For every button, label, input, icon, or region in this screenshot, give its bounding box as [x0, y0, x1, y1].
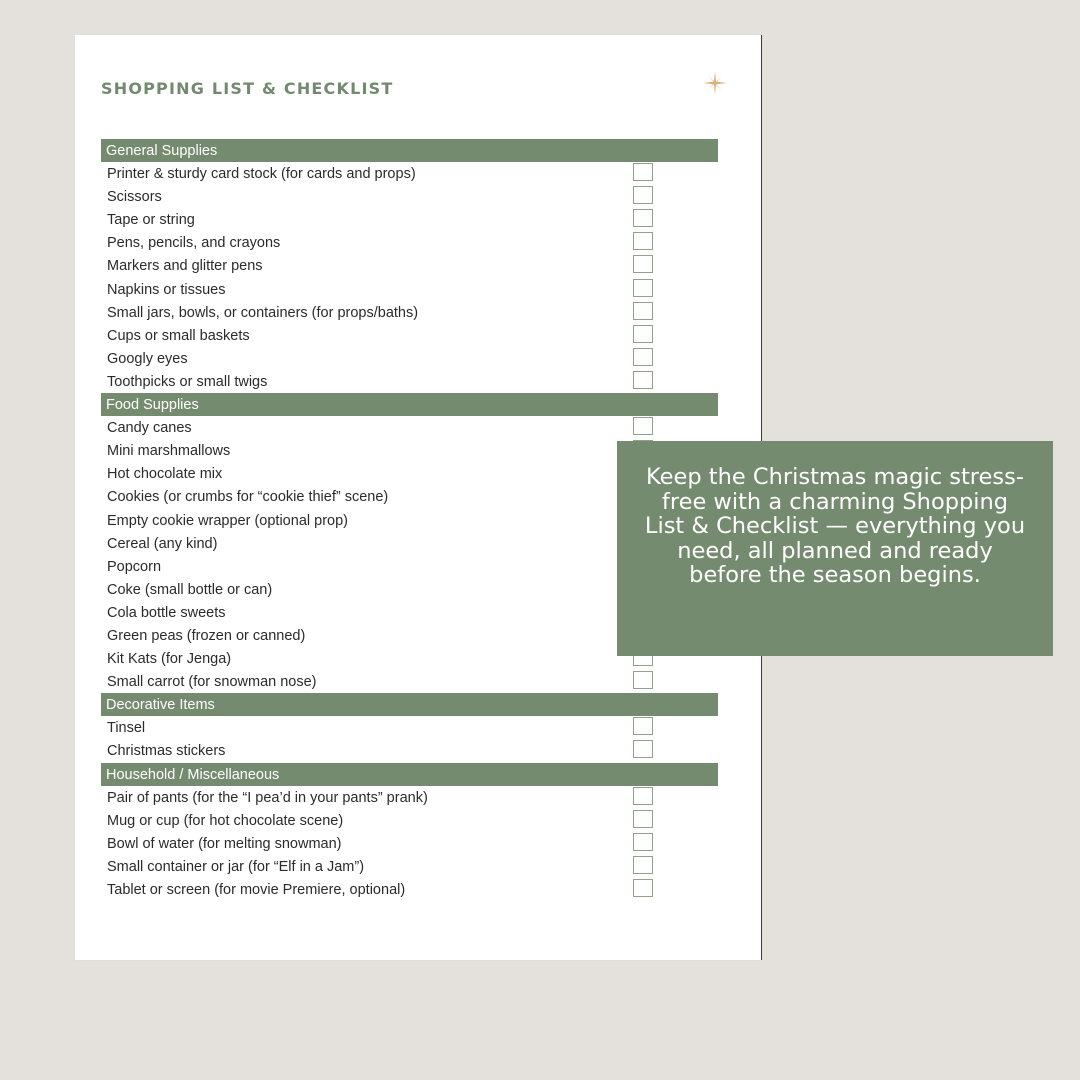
item-checkbox[interactable] [633, 279, 653, 297]
sparkle-star-icon [703, 71, 727, 95]
item-label: Tape or string [107, 212, 195, 229]
item-label: Hot chocolate mix [107, 466, 223, 483]
checklist-item [101, 716, 718, 739]
checklist-item [101, 162, 718, 185]
item-label: Coke (small bottle or can) [107, 581, 273, 598]
checklist-item [101, 254, 718, 277]
checklist-item [101, 324, 718, 347]
page-title: SHOPPING LIST & CHECKLIST [101, 79, 394, 98]
checklist-item [101, 416, 718, 439]
item-label: Pair of pants (for the “I pea’d in your pants” prank) [107, 789, 428, 806]
section-header: Decorative Items [101, 693, 718, 716]
item-label: Markers and glitter pens [107, 258, 263, 275]
checklist-item [101, 855, 718, 878]
checklist-item [101, 278, 718, 301]
item-checkbox[interactable] [633, 671, 653, 689]
item-checkbox[interactable] [633, 856, 653, 874]
item-label: Cola bottle sweets [107, 604, 226, 621]
item-checkbox[interactable] [633, 163, 653, 181]
item-checkbox[interactable] [633, 787, 653, 805]
item-label: Christmas stickers [107, 743, 226, 760]
item-label: Popcorn [107, 558, 162, 575]
section-header: Food Supplies [101, 393, 718, 416]
item-checkbox[interactable] [633, 717, 653, 735]
item-label: Tablet or screen (for movie Premiere, optional) [107, 882, 406, 898]
section-header: General Supplies [101, 139, 718, 162]
item-label: Small jars, bowls, or containers (for props/baths) [107, 304, 419, 321]
checklist-item [101, 231, 718, 254]
checklist-item [101, 786, 718, 809]
promo-callout [617, 441, 1053, 656]
item-checkbox[interactable] [633, 740, 653, 758]
checklist-item [101, 301, 718, 324]
item-checkbox[interactable] [633, 209, 653, 227]
item-label: Bowl of water (for melting snowman) [107, 835, 342, 852]
item-label: Tinsel [107, 720, 146, 737]
item-label: Cereal (any kind) [107, 535, 218, 552]
checklist-item [101, 670, 718, 693]
item-label: Cups or small baskets [107, 327, 250, 344]
item-label: Mug or cup (for hot chocolate scene) [107, 812, 344, 829]
item-label: Scissors [107, 189, 162, 206]
checklist-item [101, 832, 718, 855]
item-checkbox[interactable] [633, 371, 653, 389]
checklist-item [101, 370, 718, 393]
checklist-item [101, 185, 718, 208]
item-label: Googly eyes [107, 350, 188, 367]
item-label: Small container or jar (for “Elf in a Jam”) [107, 858, 365, 875]
section-header: Household / Miscellaneous [101, 763, 718, 786]
checklist-item [101, 809, 718, 832]
item-label: Printer & sturdy card stock (for cards and props) [107, 166, 416, 183]
item-label: Empty cookie wrapper (optional prop) [107, 512, 348, 529]
item-label: Toothpicks or small twigs [107, 373, 268, 390]
checklist-item [101, 347, 718, 370]
item-checkbox[interactable] [633, 325, 653, 343]
item-checkbox[interactable] [633, 232, 653, 250]
checklist-item [101, 878, 718, 901]
item-checkbox[interactable] [633, 255, 653, 273]
item-label: Small carrot (for snowman nose) [107, 674, 317, 691]
item-label: Mini marshmallows [107, 443, 231, 460]
item-checkbox[interactable] [633, 186, 653, 204]
item-checkbox[interactable] [633, 879, 653, 897]
callout-text: Keep the Christmas magic stress-free with a charming Shopping List & Checklist — everything you need, all planned and ready before the season begins. [644, 464, 1026, 588]
checklist-item [101, 739, 718, 762]
item-checkbox[interactable] [633, 417, 653, 435]
item-label: Candy canes [107, 420, 192, 437]
item-label: Green peas (frozen or canned) [107, 627, 306, 644]
item-checkbox[interactable] [633, 810, 653, 828]
item-label: Pens, pencils, and crayons [107, 235, 281, 252]
item-label: Kit Kats (for Jenga) [107, 651, 232, 668]
item-checkbox[interactable] [633, 302, 653, 320]
item-label: Napkins or tissues [107, 281, 226, 298]
item-checkbox[interactable] [633, 833, 653, 851]
item-checkbox[interactable] [633, 348, 653, 366]
item-label: Cookies (or crumbs for “cookie thief” scene) [107, 489, 389, 506]
checklist-item [101, 208, 718, 231]
